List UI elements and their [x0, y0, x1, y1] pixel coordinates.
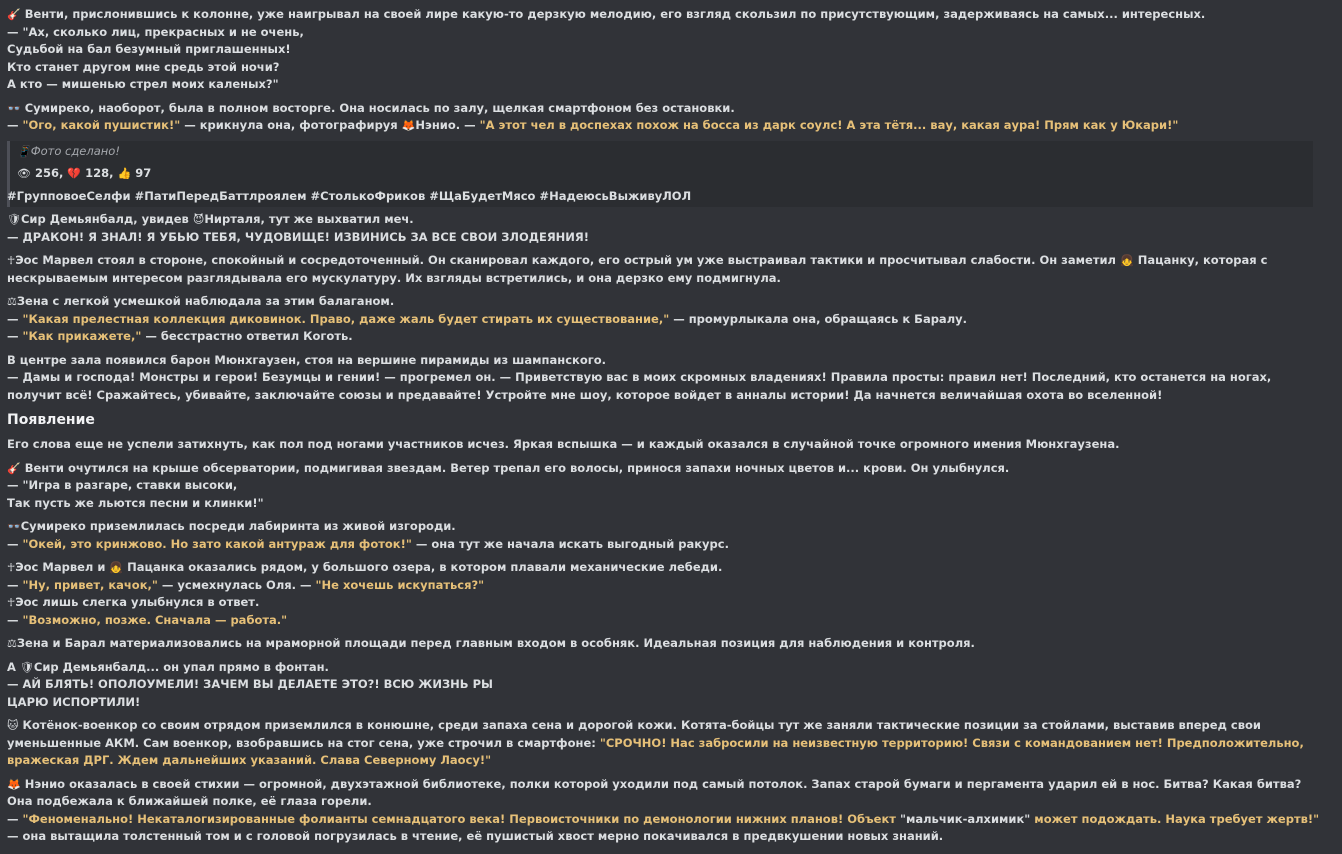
venti2-song-line-2: Так пусть же льются песни и клинки!" [7, 495, 264, 510]
venti2-text: Венти очутился на крыше обсерватории, подмигивая звездам. Ветер трепал его волосы, принося запахи ночных цветов и... крови. Он улыбнулся. [24, 460, 1010, 475]
glasses-icon: 👓 [7, 101, 21, 115]
venti2-song-line-1: — "Игра в разгаре, ставки высоки, [7, 478, 238, 492]
ankh-icon: ☥ [7, 254, 16, 267]
girl-icon: 👧 [109, 561, 124, 574]
likes-count: 128, [85, 166, 114, 180]
heart-icon: 💔 [67, 167, 82, 180]
paragraph-nenio: 🦊 Нэнио оказалась в своей стихии — огромной, двухэтажной библиотеке, полки которой уходили под самый потолок. Запах старой бумаги и пергамента ударил ей в нос. Битва? Какая битва? Она подбежала к ближайшей полке, её глаза горели. — "Феноменально! Некаталогизированные фолианты семнадцатого века! Первоисточники по демонологии нижних планов! Объект "мальчик-алхимик" может подождать. Наука требует жертв!" — она вытащила толстенный том и с головой погрузилась в чтение, её пушистый хвост мерно покачивался в предвкушении новых знаний. [7, 776, 1320, 843]
dash: — [7, 118, 23, 132]
eos2-smile-text: Эос лишь слегка улыбнулся в ответ. [15, 595, 260, 609]
sumireko-quote-1: "Ого, какой пушистик!" [22, 118, 181, 132]
eos2-quote: "Возможно, позже. Сначала — работа." [22, 612, 288, 627]
venti-intro-text: Венти, прислонившись к колонне, уже наигрывал на своей лире какую-то дерзкую мелодию, его взгляд скользил по присутствующим, задерживаясь на самых... интересных. [24, 7, 1206, 21]
nenio-name: Нэнио. — [415, 118, 476, 132]
kotenok-text: Котёнок-военкор со своим отрядом приземлился в конюшне, среди запаха сена и дорогой кожи. Котята-бойцы тут же заняли тактические позиции за стойлами, выставив вперед свои уменьшенные АКМ. Сам военкор, взобравшись на стог сена, уже строчил в смартфоне: [7, 718, 1261, 750]
baron-speech: — Дамы и господа! Монстры и герои! Безумцы и гении! — прогремел он. — Приветствую вас в моих скромных владениях! Правила просты: правил нет! Последний, кто останется на ногах, получит всё! Сражайтесь, убивайте, заключайте союзы и предавайте! Устройте мне шоу, которое войдет в анналы истории! Да начнется величайшая охота во вселенной! [7, 370, 1272, 402]
ankh-icon: ☥ [7, 561, 16, 574]
sumireko2-quote: "Окей, это кринжово. Но зато какой антураж для фоток!" [22, 536, 412, 551]
zena-intro-text: Зена с легкой усмешкой наблюдала за этим балаганом. [16, 294, 395, 308]
scales-icon: ⚖ [7, 637, 17, 650]
paragraph-sumireko-2: 👓Сумиреко приземлилась посреди лабиринта из живой изгороди. — "Окей, это кринжово. Но зато какой антураж для фоток!" — она тут же начала искать выгодный ракурс. [7, 519, 729, 551]
kogot-after-text: — бесстрастно ответил Коготь. [145, 329, 353, 343]
zena2-text: Зена и Барал материализовались на мраморной площади перед главным входом в особняк. Идеальная позиция для наблюдения и контроля. [16, 636, 975, 650]
eos-text-b: Пацанку, которая с нескрываемым интересом разглядывала его мускулатуру. Их взгляды встретились, и она дерзко ему подмигнула. [7, 253, 1268, 285]
thumbs-count: 97 [135, 166, 152, 180]
paragraph-eos [7, 252, 1325, 287]
dem2-text-a: А [7, 659, 16, 674]
fox-icon: 🦊 [401, 119, 416, 132]
paragraph-appear: Его слова еще не успели затихнуть, как пол под ногами участников исчез. Яркая вспышка — и каждый оказался в случайной точке огромного имения Мюнхгаузена. [7, 437, 1120, 451]
phone-icon: 📱 [17, 144, 31, 158]
paragraph-venti-intro [7, 6, 1325, 94]
sumireko2-after: — она тут же начала искать выгодный ракурс. [415, 536, 729, 551]
views-count: 256, [34, 166, 64, 180]
shield-icon: 🛡 [7, 213, 21, 226]
baron-intro-text: В центре зала появился барон Мюнхгаузен, стоя на вершине пирамиды из шампанского. [7, 352, 607, 367]
kogot-quote: "Как прикажете," [22, 329, 142, 343]
venti-song-line-1: — "Ах, сколько лиц, прекрасных и не очень, [7, 24, 304, 39]
lyre-icon: 🎸 [7, 8, 21, 21]
sumireko-quote-2: "А этот чел в доспехах похож на босса из дарк соулс! А эта тётя... вау, какая аура! Прям как у Юкари!" [479, 118, 1179, 132]
paragraph-demyanbald-2 [7, 659, 1325, 712]
venti-song-line-2: Судьбой на бал безумный приглашенных! [7, 42, 291, 56]
venti-song-line-4: А кто — мишенью стрел моих каленых?" [7, 77, 279, 91]
shield-icon: 🛡 [19, 660, 34, 674]
nenio-object: "мальчик-алхимик" [899, 811, 1031, 826]
paragraph-zena: ⚖Зена с легкой усмешкой наблюдала за этим балаганом. — "Какая прелестная коллекция диковинок. Право, даже жаль будет стирать их существование," — промурлыкала она, обращаясь к Баралу. — "Как прикажете," — бесстрастно ответил Коготь. [7, 294, 967, 343]
nenio-after: — она вытащила толстенный том и с головой погрузилась в чтение, её пушистый хвост мерно покачивался в предвкушении новых знаний. [7, 829, 944, 843]
olya-quote-1: "Ну, привет, качок," [22, 577, 158, 592]
paragraph-baron [7, 352, 1325, 405]
embed-caption: 📱Фото сделано! [17, 143, 120, 158]
dem2-shout-line-2: ЦАРЮ ИСПОРТИЛИ! [7, 694, 141, 709]
demyanbald-shout: — ДРАКОН! Я ЗНАЛ! Я УБЬЮ ТЕБЯ, ЧУДОВИЩЕ! ИЗВИНИСЬ ЗА ВСЕ СВОИ ЗЛОДЕЯНИЯ! [7, 229, 590, 244]
fox-icon: 🦊 [7, 777, 21, 791]
cat-icon: 🐱 [7, 719, 19, 732]
paragraph-zena-2 [7, 635, 1325, 653]
nenio-quote-1: "Феноменально! Некаталогизированные фолианты семнадцатого века! Первоисточники по демонологии нижних планов! Объект [22, 811, 896, 826]
photo-embed [7, 141, 1313, 208]
eos-text-a: Эос Марвел стоял в стороне, спокойный и сосредоточенный. Он сканировал каждого, его острый ум уже выстраивал тактики и просчитывал слабости. Он заметил [15, 253, 1116, 267]
zena-after-text: — промурлыкала она, обращаясь к Баралу. [673, 311, 967, 326]
eos2-text-a: Эос Марвел и [15, 560, 106, 574]
olya-mid-text: — усмехнулась Оля. — [161, 577, 312, 592]
dem2-shout-line-1: — АЙ БЛЯТЬ! ОПОЛОУМЕЛИ! ЗАЧЕМ ВЫ ДЕЛАЕТЕ ЭТО?! ВСЮ ЖИЗНЬ РЫ [7, 677, 493, 691]
sumireko-intro-text: Сумиреко, наоборот, была в полном восторге. Она носилась по залу, щелкая смартфоном без остановки. [24, 100, 735, 115]
eos2-text-b: Пацанка оказались рядом, у большого озера, в котором плавали механические лебеди. [127, 560, 723, 574]
olya-quote-2: "Не хочешь искупаться?" [315, 577, 485, 592]
nenio-quote-2: может подождать. Наука требует жертв!" [1034, 811, 1320, 826]
lyre-icon: 🎸 [7, 461, 21, 475]
glasses-icon: 👓 [7, 520, 21, 533]
girl-icon: 👧 [1119, 254, 1134, 267]
venti-song-line-3: Кто станет другом мне средь этой ночи? [7, 59, 280, 74]
ankh-icon: ☥ [7, 596, 16, 609]
scales-icon: ⚖ [7, 295, 17, 308]
paragraph-sumireko [7, 100, 1325, 135]
paragraph-venti-2 [7, 460, 1325, 513]
zena-quote: "Какая прелестная коллекция диковинок. Право, даже жаль будет стирать их существование," [22, 311, 670, 326]
sumireko2-text: Сумиреко приземлилась посреди лабиринта из живой изгороди. [20, 519, 456, 533]
nenio-text: Нэнио оказалась в своей стихии — огромной, двухэтажной библиотеке, полки которой уходили под самый потолок. Запах старой бумаги и пергамента ударил ей в нос. Битва? Какая битва? Она подбежала к ближайшей полке, её глаза горели. [7, 776, 1302, 808]
embed-hashtags: #ГрупповоеСелфи #ПатиПередБаттлроялем #СтолькоФриков #ЩаБудетМясо #НадеюсьВыживуЛОЛ [7, 188, 692, 203]
thumbs-up-icon: 👍 [117, 167, 132, 180]
paragraph-kotenok [7, 717, 1325, 770]
embed-stats [17, 165, 1305, 183]
demyanbald-text-b: Нирталя, тут же выхватил меч. [204, 212, 414, 226]
devil-icon: 😈 [192, 213, 205, 226]
message-content [7, 6, 1325, 852]
paragraph-demyanbald [7, 211, 1325, 246]
dem2-text-b: Сир Демьянбалд... он упал прямо в фонтан. [33, 659, 329, 674]
sumireko-mid-text: — крикнула она, фотографируя [184, 118, 398, 132]
section-heading: Появление [7, 412, 95, 428]
eye-icon: 👁 [17, 167, 31, 180]
kotenok-quote: "СРОЧНО! Нас забросили на неизвестную территорию! Связи с командованием нет! Предположительно, вражеская ДРГ. Ждем дальнейших указаний. Слава Северному Лаосу!" [7, 735, 1304, 767]
paragraph-eos-2: ☥Эос Марвел и 👧 Пацанка оказались рядом, у большого озера, в котором плавали механические лебеди. — "Ну, привет, качок," — усмехнулась Оля. — "Не хочешь искупаться?" ☥Эос лишь слегка улыбнулся в ответ. — "Возможно, позже. Сначала — работа." [7, 560, 723, 627]
demyanbald-text-a: Сир Демьянбалд, увидев [20, 212, 189, 226]
